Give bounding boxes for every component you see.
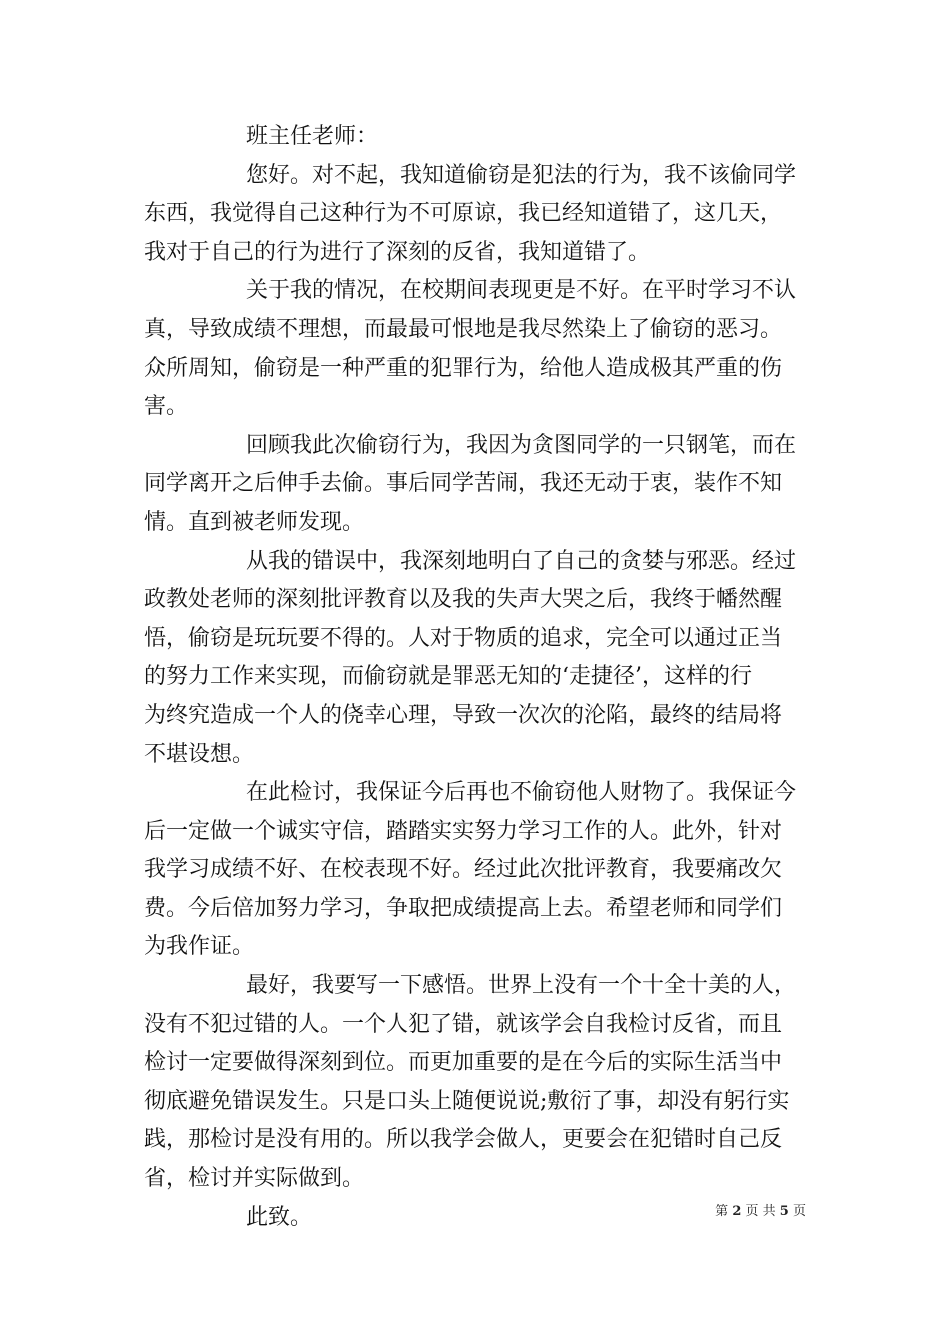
total-pages-number: 5: [779, 1204, 789, 1219]
text-line: 为我作证。: [144, 934, 255, 960]
text-line: 最好，我要写一下感悟。世界上没有一个十全十美的人，: [246, 973, 797, 999]
letter-body: [144, 118, 808, 1237]
text-line: 不堪设想。: [144, 741, 255, 767]
footer-suffix: 页: [792, 1204, 806, 1219]
text-line: 众所周知，偷窃是一种严重的犯罪行为，给他人造成极其严重的伤: [144, 355, 783, 381]
current-page-number: 2: [732, 1204, 742, 1219]
page-number-footer: [715, 1203, 806, 1221]
text-line: 我学习成绩不好、在校表现不好。经过此次批评教育，我要痛改欠: [144, 857, 783, 883]
text-line: 同学离开之后伸手去偷。事后同学苦闹，我还无动于衷，装作不知: [144, 471, 783, 497]
text-line: 情。直到被老师发现。: [144, 509, 365, 535]
text-line: 为终究造成一个人的侥幸心理，导致一次次的沦陷，最终的结局将: [144, 702, 783, 728]
footer-prefix: 第: [715, 1204, 729, 1219]
text-line: 检讨一定要做得深刻到位。而更加重要的是在今后的实际生活当中: [144, 1050, 783, 1076]
text-line: 政教处老师的深刻批评教育以及我的失声大哭之后，我终于幡然醒: [144, 587, 783, 613]
text-line: 后一定做一个诚实守信，踏踏实实努力学习工作的人。此外，针对: [144, 818, 783, 844]
footer-middle: 页 共: [745, 1204, 776, 1219]
closing: 此致。: [246, 1204, 313, 1230]
text-line: 费。今后倍加努力学习，争取把成绩提高上去。希望老师和同学们: [144, 895, 783, 921]
text-line: 东西，我觉得自己这种行为不可原谅，我已经知道错了，这几天，: [144, 201, 783, 227]
text-line: 践，那检讨是没有用的。所以我学会做人，更要会在犯错时自己反: [144, 1127, 783, 1153]
text-line: 关于我的情况，在校期间表现更是不好。在平时学习不认: [246, 278, 797, 304]
text-line: 害。: [144, 394, 189, 420]
salutation: 班主任老师：: [246, 124, 379, 149]
text-line: 省，检讨并实际做到。: [144, 1166, 365, 1192]
text-line: 彻底避免错误发生。只是口头上随便说说;敷衍了事，却没有躬行实: [144, 1088, 790, 1114]
text-line: 没有不犯过错的人。一个人犯了错，就该学会自我检讨反省，而且: [144, 1011, 783, 1037]
text-line: 在此检讨，我保证今后再也不偷窃他人财物了。我保证今: [246, 780, 797, 806]
text-line: 的努力工作来实现，而偷窃就是罪恶无知的‘走捷径’，这样的行: [144, 664, 752, 690]
text-line: 您好。对不起，我知道偷窃是犯法的行为，我不该偷同学: [246, 162, 797, 188]
text-line: 悟，偷窃是玩玩要不得的。人对于物质的追求，完全可以通过正当: [144, 625, 783, 651]
text-line: 我对于自己的行为进行了深刻的反省，我知道错了。: [144, 239, 651, 265]
text-line: 从我的错误中，我深刻地明白了自己的贪婪与邪恶。经过: [246, 548, 797, 574]
text-line: 真，导致成绩不理想，而最最可恨地是我尽然染上了偷窃的恶习。: [144, 316, 783, 342]
text-line: 回顾我此次偷窃行为，我因为贪图同学的一只钢笔，而在: [246, 432, 797, 458]
